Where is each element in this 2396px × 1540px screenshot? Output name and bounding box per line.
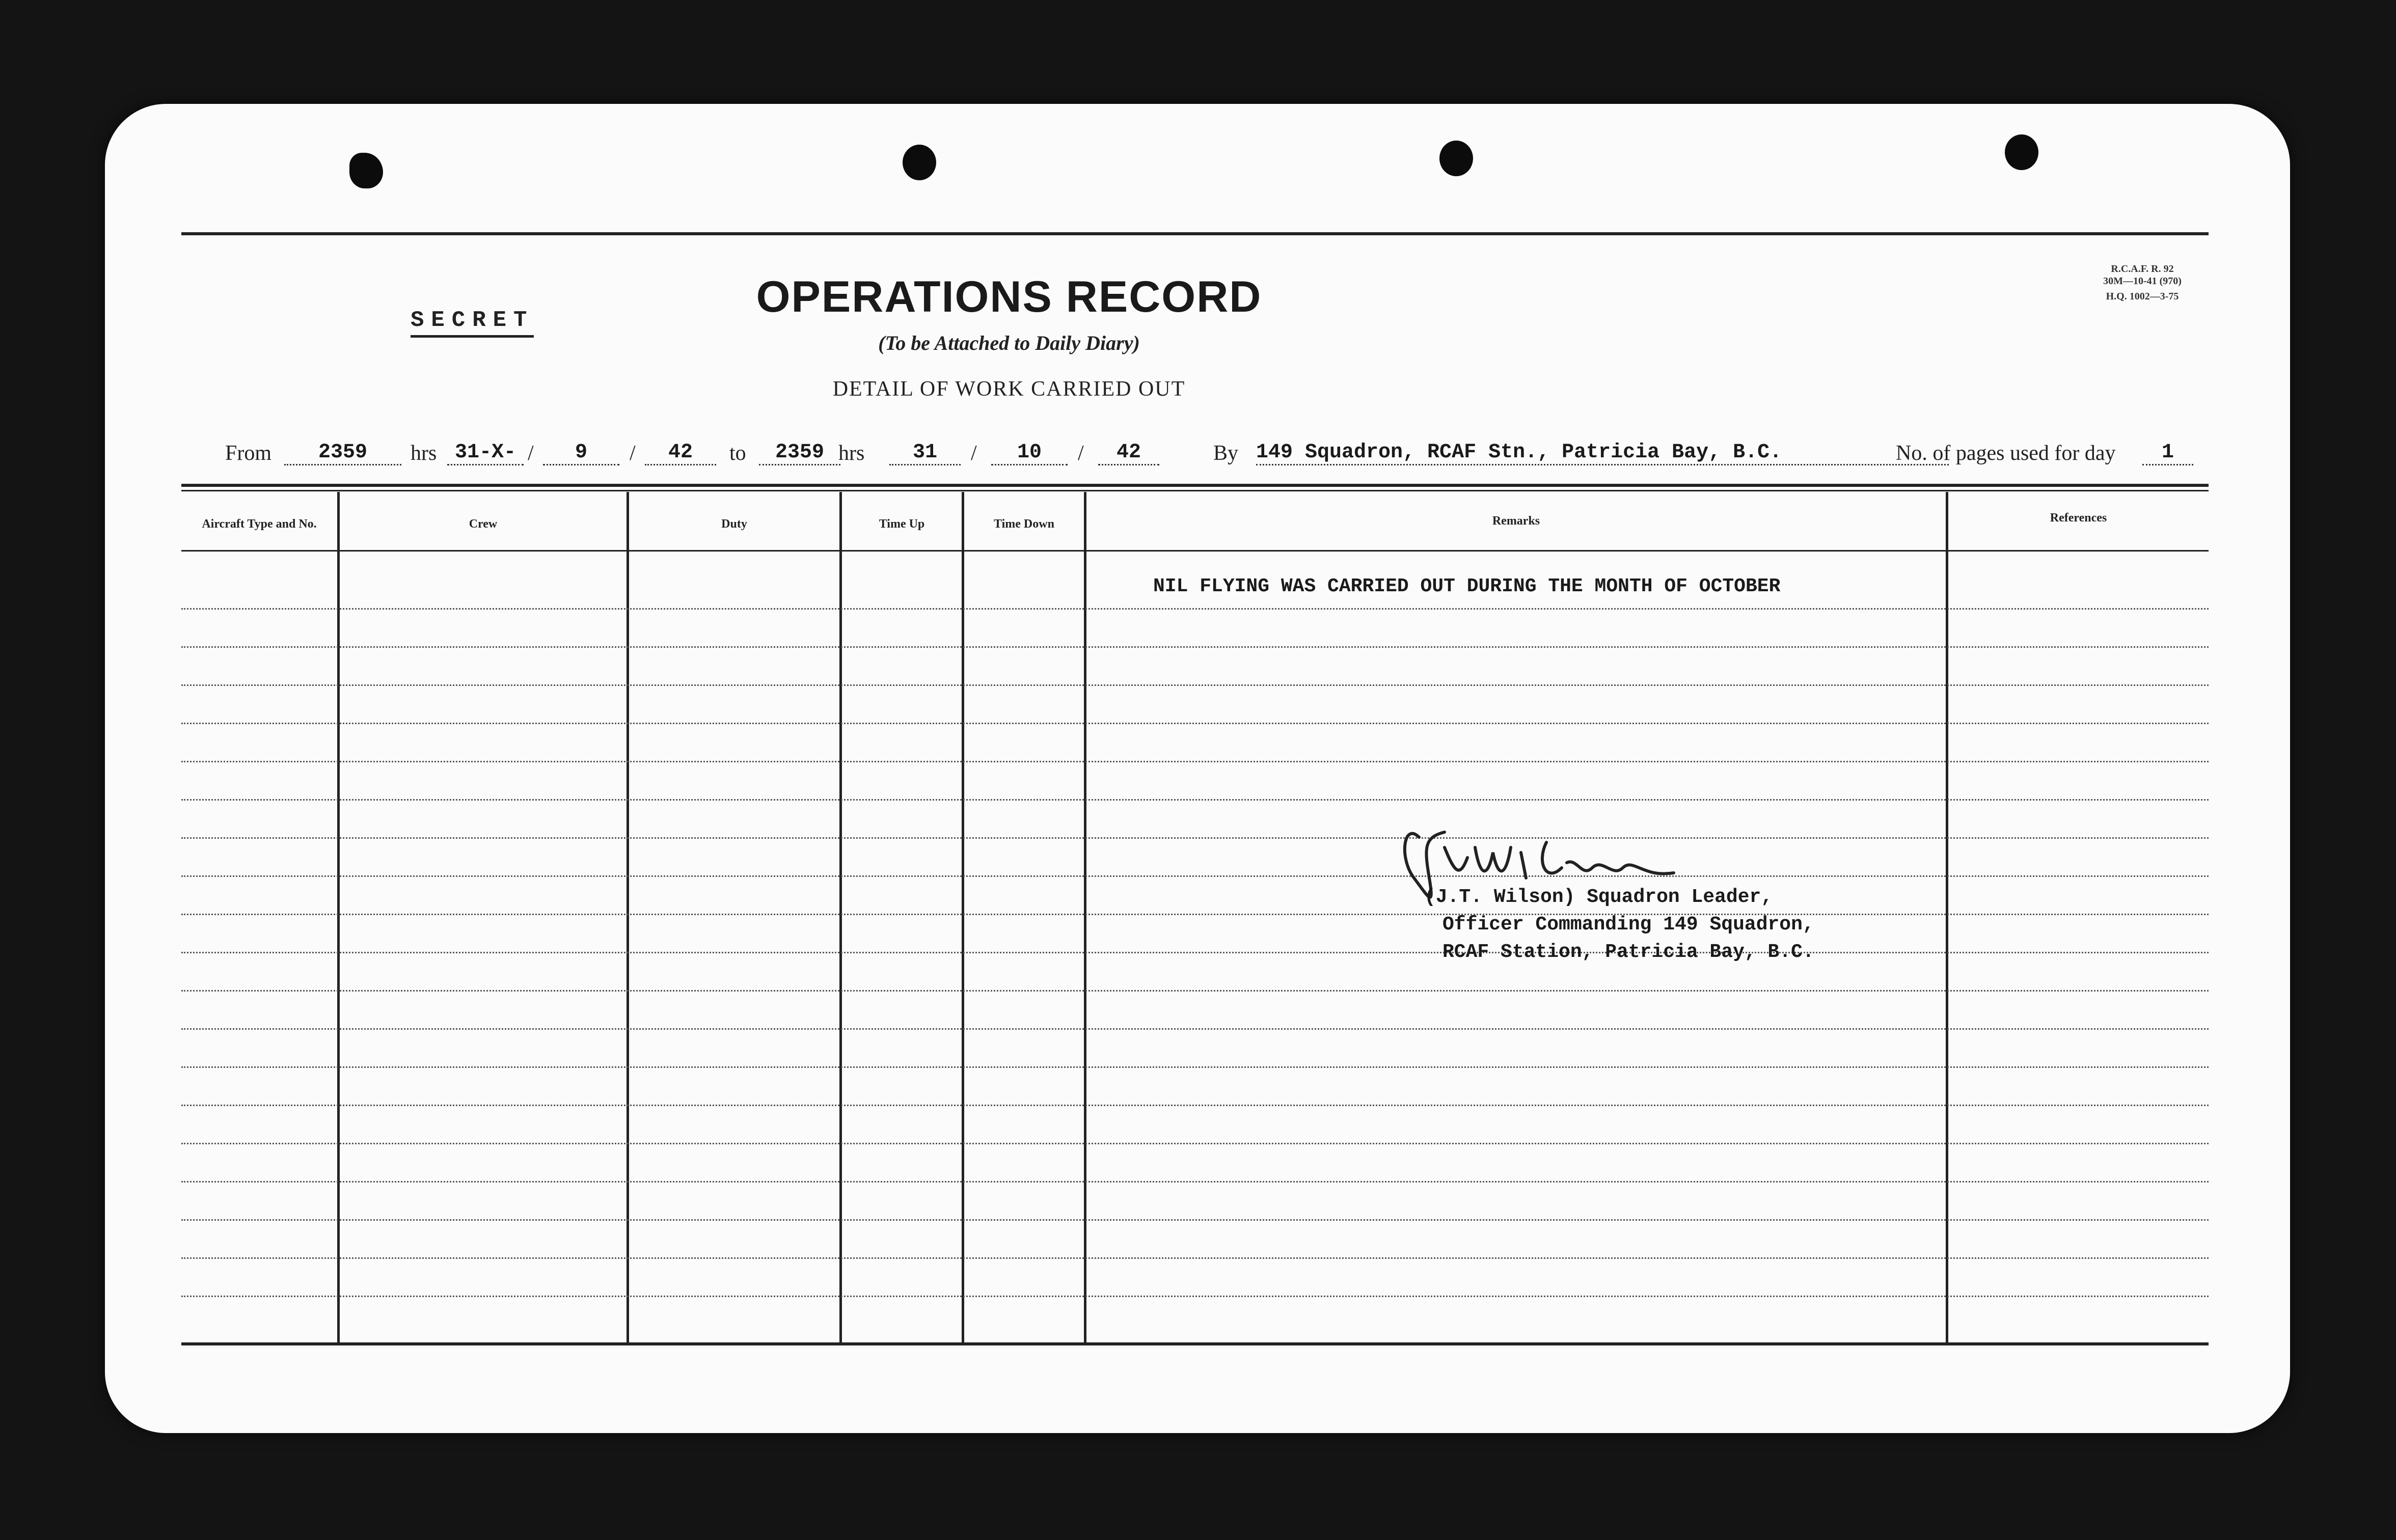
row-line	[181, 1028, 2209, 1030]
row-line	[181, 799, 2209, 801]
from-year: 42	[645, 441, 716, 465]
classification-stamp: SECRET	[411, 308, 534, 338]
punch-hole	[349, 153, 383, 188]
table-top-rule	[181, 484, 2209, 487]
punch-hole	[2005, 134, 2038, 170]
row-line	[181, 761, 2209, 762]
column-divider	[627, 492, 629, 1342]
row-line	[181, 1296, 2209, 1297]
row-line	[181, 837, 2209, 839]
to-time: 2359	[759, 441, 840, 465]
form-number: R.C.A.F. R. 92 30M—10-41 (970) H.Q. 1002—3-75	[2103, 263, 2182, 302]
row-line	[181, 952, 2209, 953]
signature-line-1: (J.T. Wilson) Squadron Leader,	[1424, 886, 1773, 908]
unit-name: 149 Squadron, RCAF Stn., Patricia Bay, B.C.	[1256, 441, 1949, 465]
row-line	[181, 684, 2209, 686]
pages-label: No. of pages used for day	[1896, 442, 2116, 465]
page-title: OPERATIONS RECORD	[756, 272, 1262, 321]
column-header-crew: Crew	[469, 517, 498, 531]
punch-hole	[903, 145, 936, 180]
column-header-time-up: Time Up	[879, 517, 925, 531]
column-divider	[1084, 492, 1086, 1342]
from-time: 2359	[284, 441, 401, 465]
row-line	[181, 990, 2209, 992]
from-label: From	[225, 442, 272, 465]
signature-line-2: Officer Commanding 149 Squadron,	[1442, 914, 1814, 936]
table-bottom-rule	[181, 1342, 2209, 1345]
hrs-label: hrs	[838, 442, 865, 465]
to-month: 10	[991, 441, 1068, 465]
from-day: 31-X-	[447, 441, 524, 465]
column-divider	[337, 492, 340, 1342]
column-divider	[1946, 492, 1948, 1342]
top-rule	[181, 232, 2209, 235]
remarks-entry: NIL FLYING WAS CARRIED OUT DURING THE MONTH OF OCTOBER	[1153, 575, 1781, 597]
row-line	[181, 1143, 2209, 1144]
hrs-label: hrs	[411, 442, 437, 465]
row-line	[181, 1181, 2209, 1182]
row-line	[181, 1066, 2209, 1068]
table-top-rule	[181, 490, 2209, 491]
row-line	[181, 914, 2209, 915]
column-divider	[839, 492, 842, 1342]
row-line	[181, 723, 2209, 724]
column-divider	[962, 492, 964, 1342]
row-line	[181, 1219, 2209, 1221]
from-month: 9	[543, 441, 619, 465]
row-line	[181, 1257, 2209, 1259]
column-header-time-down: Time Down	[994, 517, 1054, 531]
to-day: 31	[889, 441, 961, 465]
to-year: 42	[1098, 441, 1159, 465]
punch-hole	[1439, 141, 1473, 176]
row-line	[181, 875, 2209, 877]
column-header-references: References	[2050, 511, 2107, 525]
column-header-remarks: Remarks	[1492, 514, 1540, 528]
row-line	[181, 646, 2209, 648]
column-header-duty: Duty	[721, 517, 747, 531]
row-line	[181, 608, 2209, 610]
page-subtitle: (To be Attached to Daily Diary)	[878, 332, 1140, 354]
signature-line-3: RCAF Station, Patricia Bay, B.C.	[1442, 941, 1814, 963]
by-label: By	[1213, 442, 1239, 465]
period-header: From 2359 hrs 31-X- / 9 / 42 to 2359 hrs 31 / 10 / 42 By 149 Squadron, RCAF Stn., Patricia Bay, B.C. No. of pages used for day 1	[105, 430, 2290, 465]
detail-heading: DETAIL OF WORK CARRIED OUT	[832, 377, 1186, 401]
to-label: to	[729, 442, 746, 465]
row-line	[181, 1105, 2209, 1106]
pages-value: 1	[2142, 441, 2193, 465]
record-card	[105, 104, 2290, 1433]
column-header-aircraft: Aircraft Type and No.	[202, 517, 317, 531]
header-rule	[181, 550, 2209, 552]
